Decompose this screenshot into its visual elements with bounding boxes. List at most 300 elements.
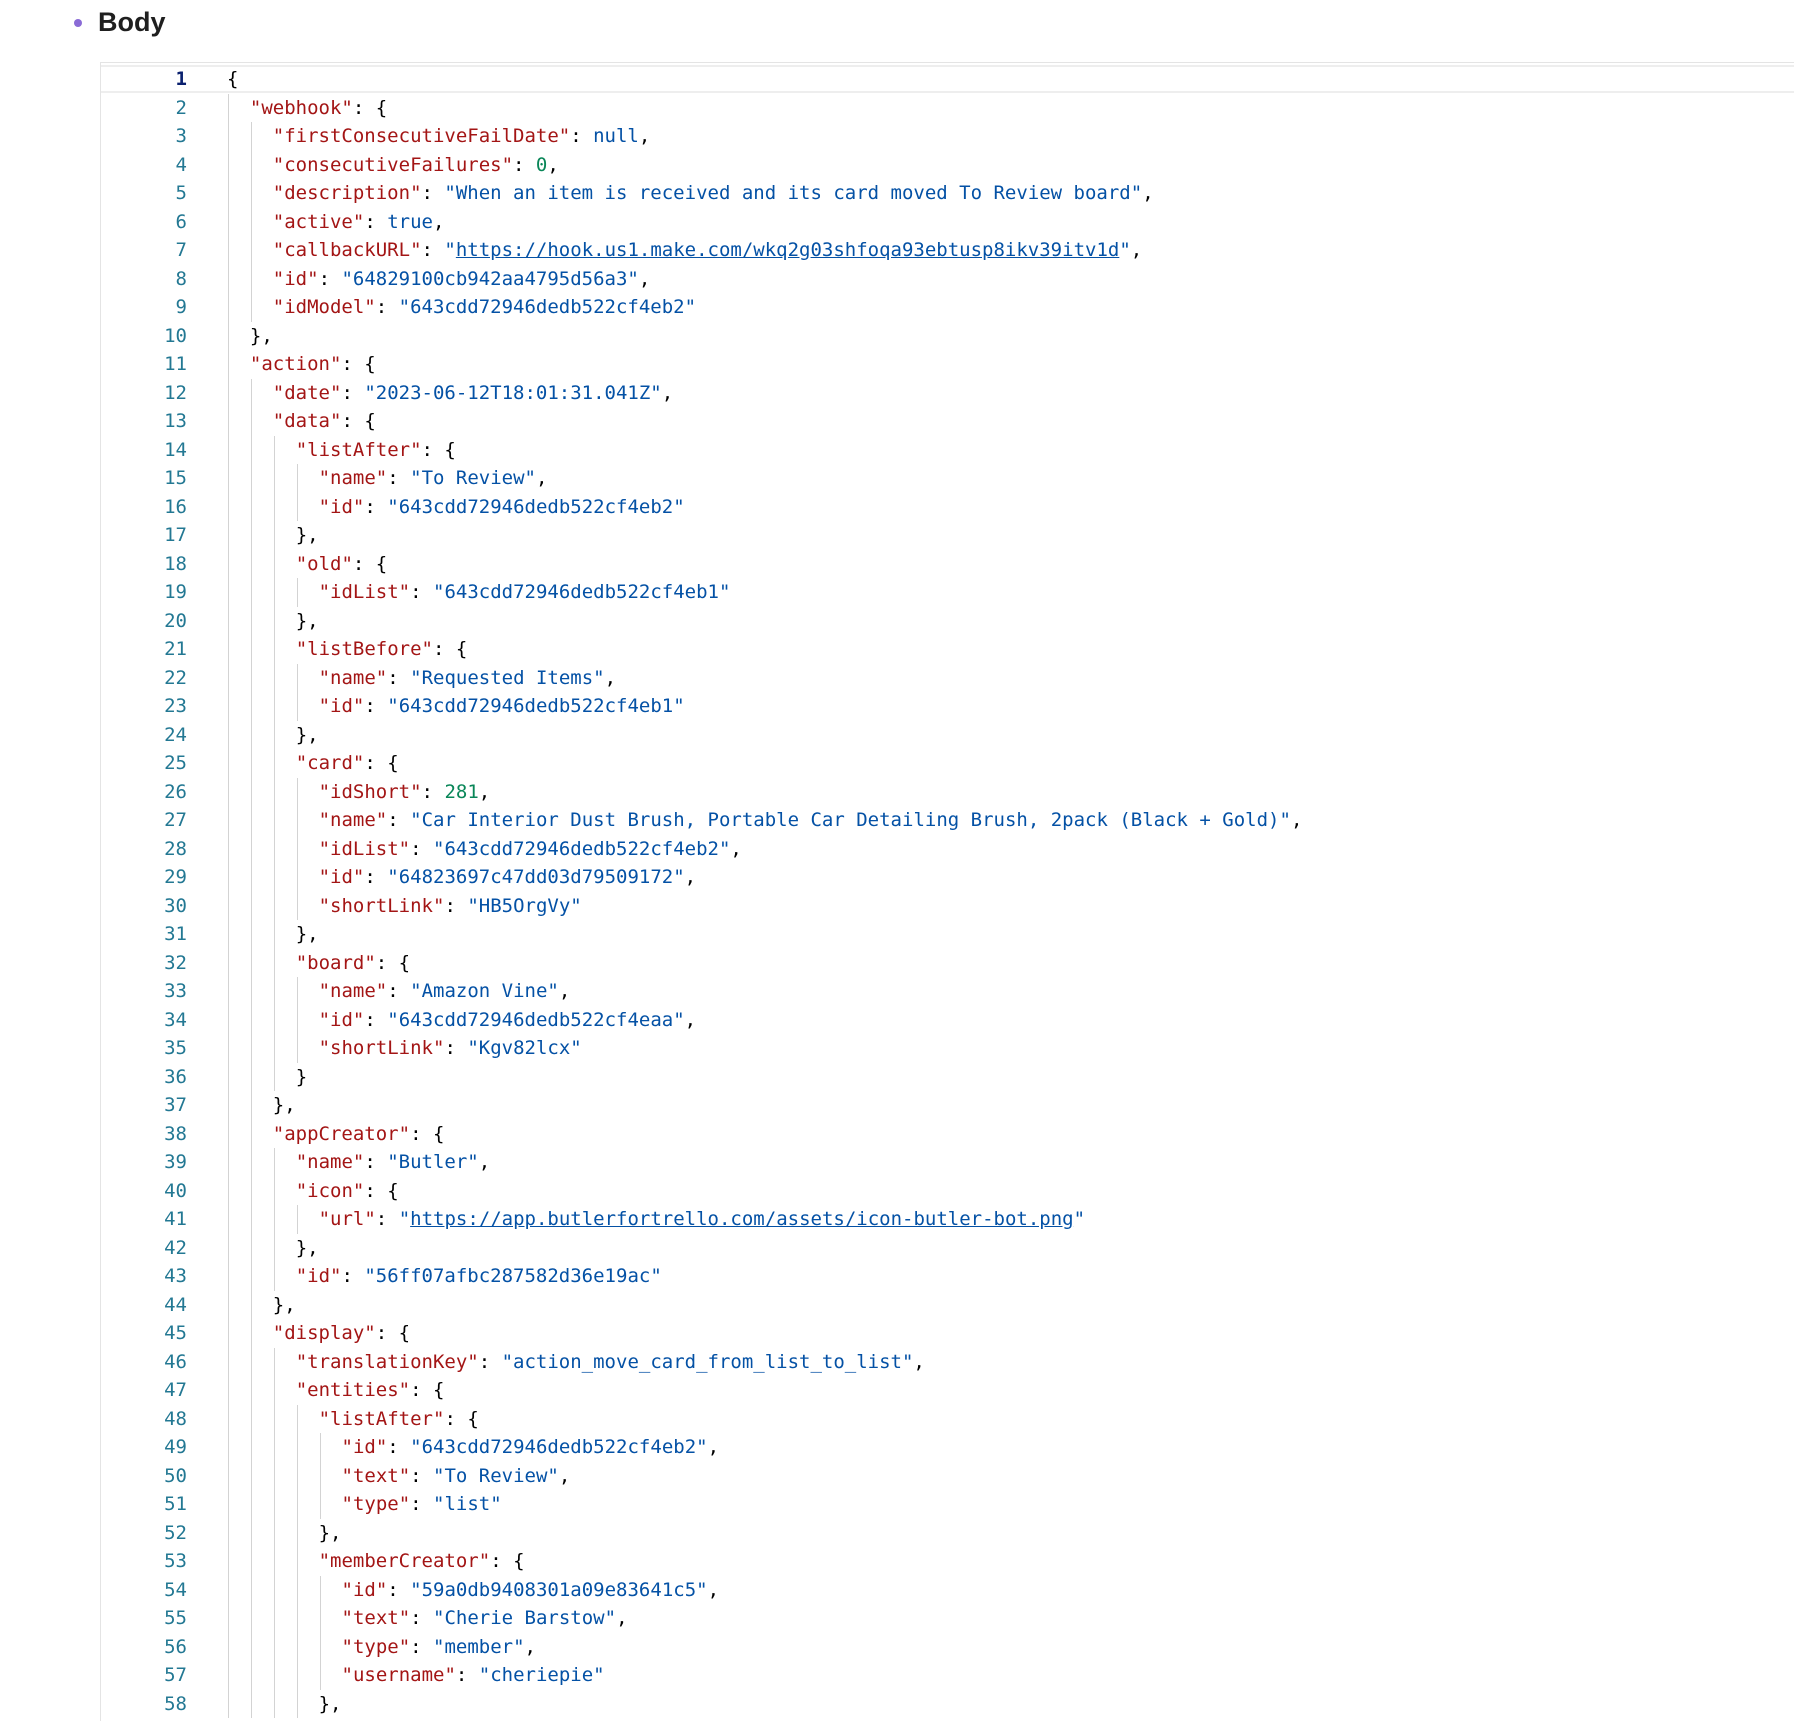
json-key: "id": [272, 267, 319, 290]
indent-guide: [274, 1519, 275, 1548]
json-punctuation: :: [421, 182, 445, 204]
code-line: [101, 949, 1794, 978]
line-number: 29: [164, 866, 187, 888]
code-text: [319, 1205, 1085, 1234]
code-line: [101, 1063, 1794, 1092]
json-value: ": [1073, 1208, 1086, 1230]
code-text: [273, 407, 376, 436]
line-number: 28: [164, 837, 187, 860]
json-punctuation: :: [570, 125, 594, 147]
url-link[interactable]: https://app.butlerfortrello.com/assets/icon-butler-bot.png: [410, 1208, 1074, 1230]
code-line: [101, 920, 1794, 949]
json-value: true: [387, 210, 433, 233]
indent-guide: [228, 265, 229, 294]
json-punctuation: : {: [432, 638, 468, 660]
code-text: [319, 835, 742, 864]
json-key: "listAfter": [295, 438, 422, 461]
code-line: [101, 1405, 1794, 1434]
indent-guide: [251, 1604, 252, 1633]
code-text: [319, 1519, 342, 1548]
json-value: "cheriepie": [478, 1664, 605, 1686]
json-punctuation: :: [410, 1607, 434, 1629]
json-key: "shortLink": [318, 1037, 445, 1059]
code-text: [296, 949, 410, 978]
json-punctuation: :: [375, 1208, 399, 1230]
line-number: 10: [164, 324, 187, 347]
json-value: "Kgv82lcx": [467, 1037, 582, 1059]
code-line: [101, 179, 1794, 208]
indent-guide: [251, 1433, 252, 1462]
json-code-editor[interactable]: [100, 62, 1794, 1721]
indent-guide: [297, 1604, 298, 1633]
json-value: ": [398, 1208, 411, 1230]
indent-guide: [251, 464, 252, 493]
indent-guide: [251, 179, 252, 208]
indent-guide: [228, 1405, 229, 1434]
json-key: "idList": [318, 837, 411, 860]
code-text: [273, 122, 651, 151]
code-line: [101, 521, 1794, 550]
indent-guide: [274, 1604, 275, 1633]
json-value: "56ff07afbc287582d36e19ac": [364, 1265, 662, 1287]
indent-guide: [251, 1490, 252, 1519]
json-punctuation: ,: [638, 267, 651, 290]
json-key: "board": [295, 951, 376, 974]
indent-guide: [274, 550, 275, 579]
indent-guide: [228, 407, 229, 436]
json-punctuation: },: [272, 1293, 296, 1316]
code-line: [101, 1091, 1794, 1120]
indent-guide: [251, 949, 252, 978]
json-key: "name": [318, 980, 388, 1002]
code-line: [101, 977, 1794, 1006]
code-line: [101, 379, 1794, 408]
indent-guide: [228, 778, 229, 807]
indent-guide: [251, 1234, 252, 1263]
line-number: 7: [175, 239, 187, 261]
code-text: [319, 1034, 582, 1063]
indent-guide: [228, 151, 229, 180]
indent-guide: [228, 379, 229, 408]
code-text: [296, 521, 319, 550]
indent-guide: [251, 293, 252, 322]
code-line: [101, 1462, 1794, 1491]
indent-guide: [297, 1433, 298, 1462]
indent-guide: [274, 1376, 275, 1405]
code-text: [319, 1690, 342, 1719]
indent-guide: [228, 578, 229, 607]
json-punctuation: :: [341, 381, 365, 404]
json-key: "id": [318, 866, 365, 888]
code-line: [101, 635, 1794, 664]
indent-guide: [251, 1376, 252, 1405]
line-number: 47: [164, 1379, 187, 1401]
json-punctuation: : {: [421, 438, 456, 461]
json-value: "64823697c47dd03d79509172": [387, 866, 685, 888]
json-key: "type": [341, 1493, 411, 1515]
indent-guide: [251, 806, 252, 835]
line-number: 1: [175, 68, 187, 90]
indent-guide: [297, 1661, 298, 1690]
json-key: "id": [318, 1008, 365, 1031]
indent-guide: [228, 692, 229, 721]
indent-guide: [228, 635, 229, 664]
code-text: [319, 692, 685, 721]
json-key: "id": [295, 1265, 342, 1287]
indent-guide: [251, 1690, 252, 1719]
json-key: "type": [341, 1635, 411, 1658]
code-text: [296, 1234, 319, 1263]
indent-guide: [274, 464, 275, 493]
indent-guide: [251, 1177, 252, 1206]
indent-guide: [228, 122, 229, 151]
json-key: "callbackURL": [272, 239, 422, 261]
json-value: "643cdd72946dedb522cf4eb1": [433, 581, 731, 603]
indent-guide: [251, 607, 252, 636]
line-number: 3: [175, 125, 187, 147]
json-punctuation: ,: [1130, 239, 1143, 261]
json-punctuation: ,: [478, 1151, 491, 1173]
indent-guide: [228, 1690, 229, 1719]
indent-guide: [274, 436, 275, 465]
line-number: 22: [164, 666, 187, 689]
indent-guide: [251, 664, 252, 693]
json-punctuation: :: [387, 1578, 411, 1601]
indent-guide: [228, 1034, 229, 1063]
indent-guide: [274, 835, 275, 864]
json-punctuation: :: [318, 267, 342, 290]
line-number: 44: [164, 1293, 187, 1316]
code-line: [101, 1547, 1794, 1576]
line-number: 18: [164, 552, 187, 575]
line-number: 48: [164, 1407, 187, 1430]
indent-guide: [320, 1576, 321, 1605]
indent-guide: [251, 1633, 252, 1662]
indent-guide: [297, 1690, 298, 1719]
json-punctuation: :: [478, 1350, 502, 1373]
code-text: [296, 550, 388, 579]
json-key: "username": [341, 1664, 456, 1686]
json-key: "name": [295, 1151, 365, 1173]
indent-guide: [297, 892, 298, 921]
indent-guide: [297, 692, 298, 721]
code-text: [296, 1376, 445, 1405]
json-key: "card": [295, 752, 365, 774]
code-text: [296, 920, 319, 949]
code-text: [250, 322, 273, 351]
indent-guide: [297, 1405, 298, 1434]
indent-guide: [274, 721, 275, 750]
indent-guide: [274, 949, 275, 978]
indent-guide: [320, 1661, 321, 1690]
json-punctuation: ,: [661, 381, 674, 404]
json-value: "643cdd72946dedb522cf4eb2": [387, 495, 685, 518]
line-number: 2: [175, 96, 187, 119]
json-key: "id": [318, 495, 365, 518]
json-key: "id": [318, 695, 365, 717]
indent-guide: [274, 1348, 275, 1377]
line-number: 13: [164, 410, 187, 432]
json-key: "listAfter": [318, 1407, 445, 1430]
indent-guide: [228, 1205, 229, 1234]
json-punctuation: : {: [364, 752, 399, 774]
indent-guide: [228, 550, 229, 579]
indent-guide: [251, 749, 252, 778]
indent-guide: [228, 1120, 229, 1149]
json-key: "name": [318, 666, 388, 689]
json-punctuation: },: [295, 609, 319, 632]
json-value: "Cherie Barstow": [433, 1607, 617, 1629]
indent-guide: [320, 1462, 321, 1491]
indent-guide: [274, 493, 275, 522]
code-line: [101, 1034, 1794, 1063]
code-text: [273, 236, 1142, 265]
indent-guide: [228, 436, 229, 465]
json-key: "appCreator": [272, 1122, 411, 1145]
code-line: [101, 293, 1794, 322]
indent-guide: [274, 778, 275, 807]
indent-guide: [228, 1319, 229, 1348]
line-number: 52: [164, 1521, 187, 1544]
json-value: "To Review": [433, 1464, 559, 1487]
json-punctuation: },: [318, 1521, 342, 1544]
indent-guide: [274, 1547, 275, 1576]
code-line: [101, 151, 1794, 180]
indent-guide: [274, 1063, 275, 1092]
line-number: 9: [175, 296, 187, 318]
code-text: [319, 464, 548, 493]
json-punctuation: :: [387, 1436, 411, 1458]
json-value: "When an item is received and its card moved To Review board": [444, 182, 1143, 204]
json-key: "text": [341, 1464, 411, 1487]
json-punctuation: },: [295, 524, 319, 546]
code-line: [101, 1490, 1794, 1519]
url-link[interactable]: https://hook.us1.make.com/wkq2g03shfoqa93ebtusp8ikv39itv1d: [455, 239, 1120, 261]
line-number: 20: [164, 609, 187, 632]
code-text: [250, 94, 387, 123]
code-text: [319, 1547, 525, 1576]
indent-guide: [251, 1547, 252, 1576]
code-line: [101, 1262, 1794, 1291]
indent-guide: [251, 1006, 252, 1035]
indent-guide: [228, 835, 229, 864]
body-section-header: [74, 4, 166, 40]
indent-guide: [274, 1262, 275, 1291]
indent-guide: [251, 1462, 252, 1491]
json-punctuation: : {: [490, 1550, 525, 1572]
code-line: [101, 692, 1794, 721]
json-punctuation: ,: [547, 153, 559, 176]
line-number: 6: [175, 210, 187, 233]
json-key: "memberCreator": [318, 1550, 491, 1572]
code-text: [273, 1120, 445, 1149]
json-punctuation: : {: [352, 552, 388, 575]
code-line: [101, 1205, 1794, 1234]
json-punctuation: },: [318, 1692, 342, 1715]
indent-guide: [320, 1490, 321, 1519]
indent-guide: [251, 977, 252, 1006]
indent-guide: [297, 977, 298, 1006]
json-punctuation: ,: [707, 1578, 720, 1601]
code-line: [101, 407, 1794, 436]
code-line: [101, 1291, 1794, 1320]
code-line: [101, 1376, 1794, 1405]
json-punctuation: ,: [1142, 182, 1154, 204]
code-text: [319, 863, 697, 892]
indent-guide: [228, 236, 229, 265]
code-line: [101, 1433, 1794, 1462]
indent-guide: [228, 721, 229, 750]
json-key: "id": [341, 1578, 388, 1601]
indent-guide: [228, 664, 229, 693]
code-text: [227, 65, 238, 94]
indent-guide: [228, 1063, 229, 1092]
line-number: 45: [164, 1322, 187, 1344]
indent-guide: [228, 293, 229, 322]
json-punctuation: ,: [558, 980, 571, 1002]
indent-guide: [228, 94, 229, 123]
indent-guide: [228, 607, 229, 636]
indent-guide: [228, 1519, 229, 1548]
code-text: [342, 1576, 720, 1605]
indent-guide: [228, 863, 229, 892]
json-value: 281: [444, 780, 479, 803]
indent-guide: [251, 493, 252, 522]
indent-guide: [274, 1633, 275, 1662]
indent-guide: [228, 1177, 229, 1206]
json-key: "id": [341, 1436, 388, 1458]
json-punctuation: :: [387, 809, 411, 831]
line-number: 17: [164, 524, 187, 546]
indent-guide: [274, 1148, 275, 1177]
indent-guide: [228, 1661, 229, 1690]
json-value: "59a0db9408301a09e83641c5": [410, 1578, 708, 1601]
json-punctuation: : {: [341, 353, 376, 375]
line-number: 46: [164, 1350, 187, 1373]
json-punctuation: : {: [444, 1407, 479, 1430]
json-value: ": [444, 239, 456, 261]
code-text: [319, 977, 571, 1006]
indent-guide: [228, 892, 229, 921]
code-text: [296, 749, 399, 778]
json-punctuation: :: [387, 666, 411, 689]
code-text: [319, 1405, 479, 1434]
code-text: [273, 179, 1154, 208]
code-text: [273, 293, 696, 322]
indent-guide: [274, 607, 275, 636]
json-punctuation: :: [513, 153, 536, 176]
indent-guide: [228, 322, 229, 351]
code-text: [273, 379, 673, 408]
json-punctuation: ,: [432, 210, 445, 233]
line-number: 41: [164, 1208, 187, 1230]
json-punctuation: ,: [730, 837, 742, 860]
json-value: "643cdd72946dedb522cf4eb2": [398, 296, 697, 318]
json-punctuation: :: [364, 495, 388, 518]
json-punctuation: ,: [638, 125, 651, 147]
code-line: [101, 1661, 1794, 1690]
indent-guide: [228, 1234, 229, 1263]
code-line: [101, 322, 1794, 351]
code-line: [101, 1319, 1794, 1348]
line-number: 27: [164, 809, 187, 831]
line-number: 14: [164, 438, 187, 461]
indent-guide: [297, 835, 298, 864]
indent-guide: [274, 1433, 275, 1462]
code-text: [296, 1148, 491, 1177]
line-number: 24: [164, 723, 187, 746]
code-line: [101, 208, 1794, 237]
code-line: [101, 863, 1794, 892]
code-line: [101, 94, 1794, 123]
indent-guide: [297, 1633, 298, 1662]
indent-guide: [297, 1519, 298, 1548]
indent-guide: [274, 1234, 275, 1263]
json-punctuation: },: [272, 1094, 296, 1116]
indent-guide: [274, 664, 275, 693]
indent-guide: [274, 1034, 275, 1063]
json-value: "To Review": [410, 467, 536, 489]
line-number: 35: [164, 1037, 187, 1059]
code-text: [296, 721, 319, 750]
code-text: [319, 664, 616, 693]
json-punctuation: : {: [410, 1379, 445, 1401]
line-number: 30: [164, 894, 187, 917]
code-line: [101, 236, 1794, 265]
indent-guide: [297, 1205, 298, 1234]
indent-guide: [251, 550, 252, 579]
code-line: [101, 806, 1794, 835]
json-punctuation: ,: [616, 1607, 628, 1629]
code-text: [296, 1063, 307, 1092]
code-text: [273, 1291, 296, 1320]
code-text: [342, 1604, 628, 1633]
line-number: 12: [164, 381, 187, 404]
indent-guide: [251, 1319, 252, 1348]
indent-guide: [228, 806, 229, 835]
code-line: [101, 721, 1794, 750]
indent-guide: [297, 578, 298, 607]
indent-guide: [228, 1291, 229, 1320]
json-punctuation: :: [421, 780, 445, 803]
code-line: [101, 122, 1794, 151]
line-number: 31: [164, 923, 187, 945]
code-line: [101, 1690, 1794, 1719]
json-punctuation: :: [410, 1493, 434, 1515]
json-key: "entities": [295, 1379, 411, 1401]
code-text: [342, 1462, 571, 1491]
json-key: "translationKey": [295, 1350, 479, 1373]
code-line: [101, 493, 1794, 522]
json-value: 0: [535, 153, 548, 176]
json-punctuation: : {: [410, 1122, 445, 1145]
indent-guide: [274, 1661, 275, 1690]
line-number: 36: [164, 1065, 187, 1088]
line-number: 4: [175, 153, 187, 176]
json-punctuation: ,: [1290, 809, 1303, 831]
indent-guide: [251, 1120, 252, 1149]
indent-guide: [297, 778, 298, 807]
json-punctuation: :: [387, 467, 411, 489]
code-text: [342, 1433, 720, 1462]
json-key: "active": [272, 210, 365, 233]
code-text: [296, 436, 456, 465]
indent-guide: [251, 1262, 252, 1291]
json-key: "display": [272, 1322, 376, 1344]
indent-guide: [297, 806, 298, 835]
indent-guide: [297, 1547, 298, 1576]
indent-guide: [228, 1633, 229, 1662]
